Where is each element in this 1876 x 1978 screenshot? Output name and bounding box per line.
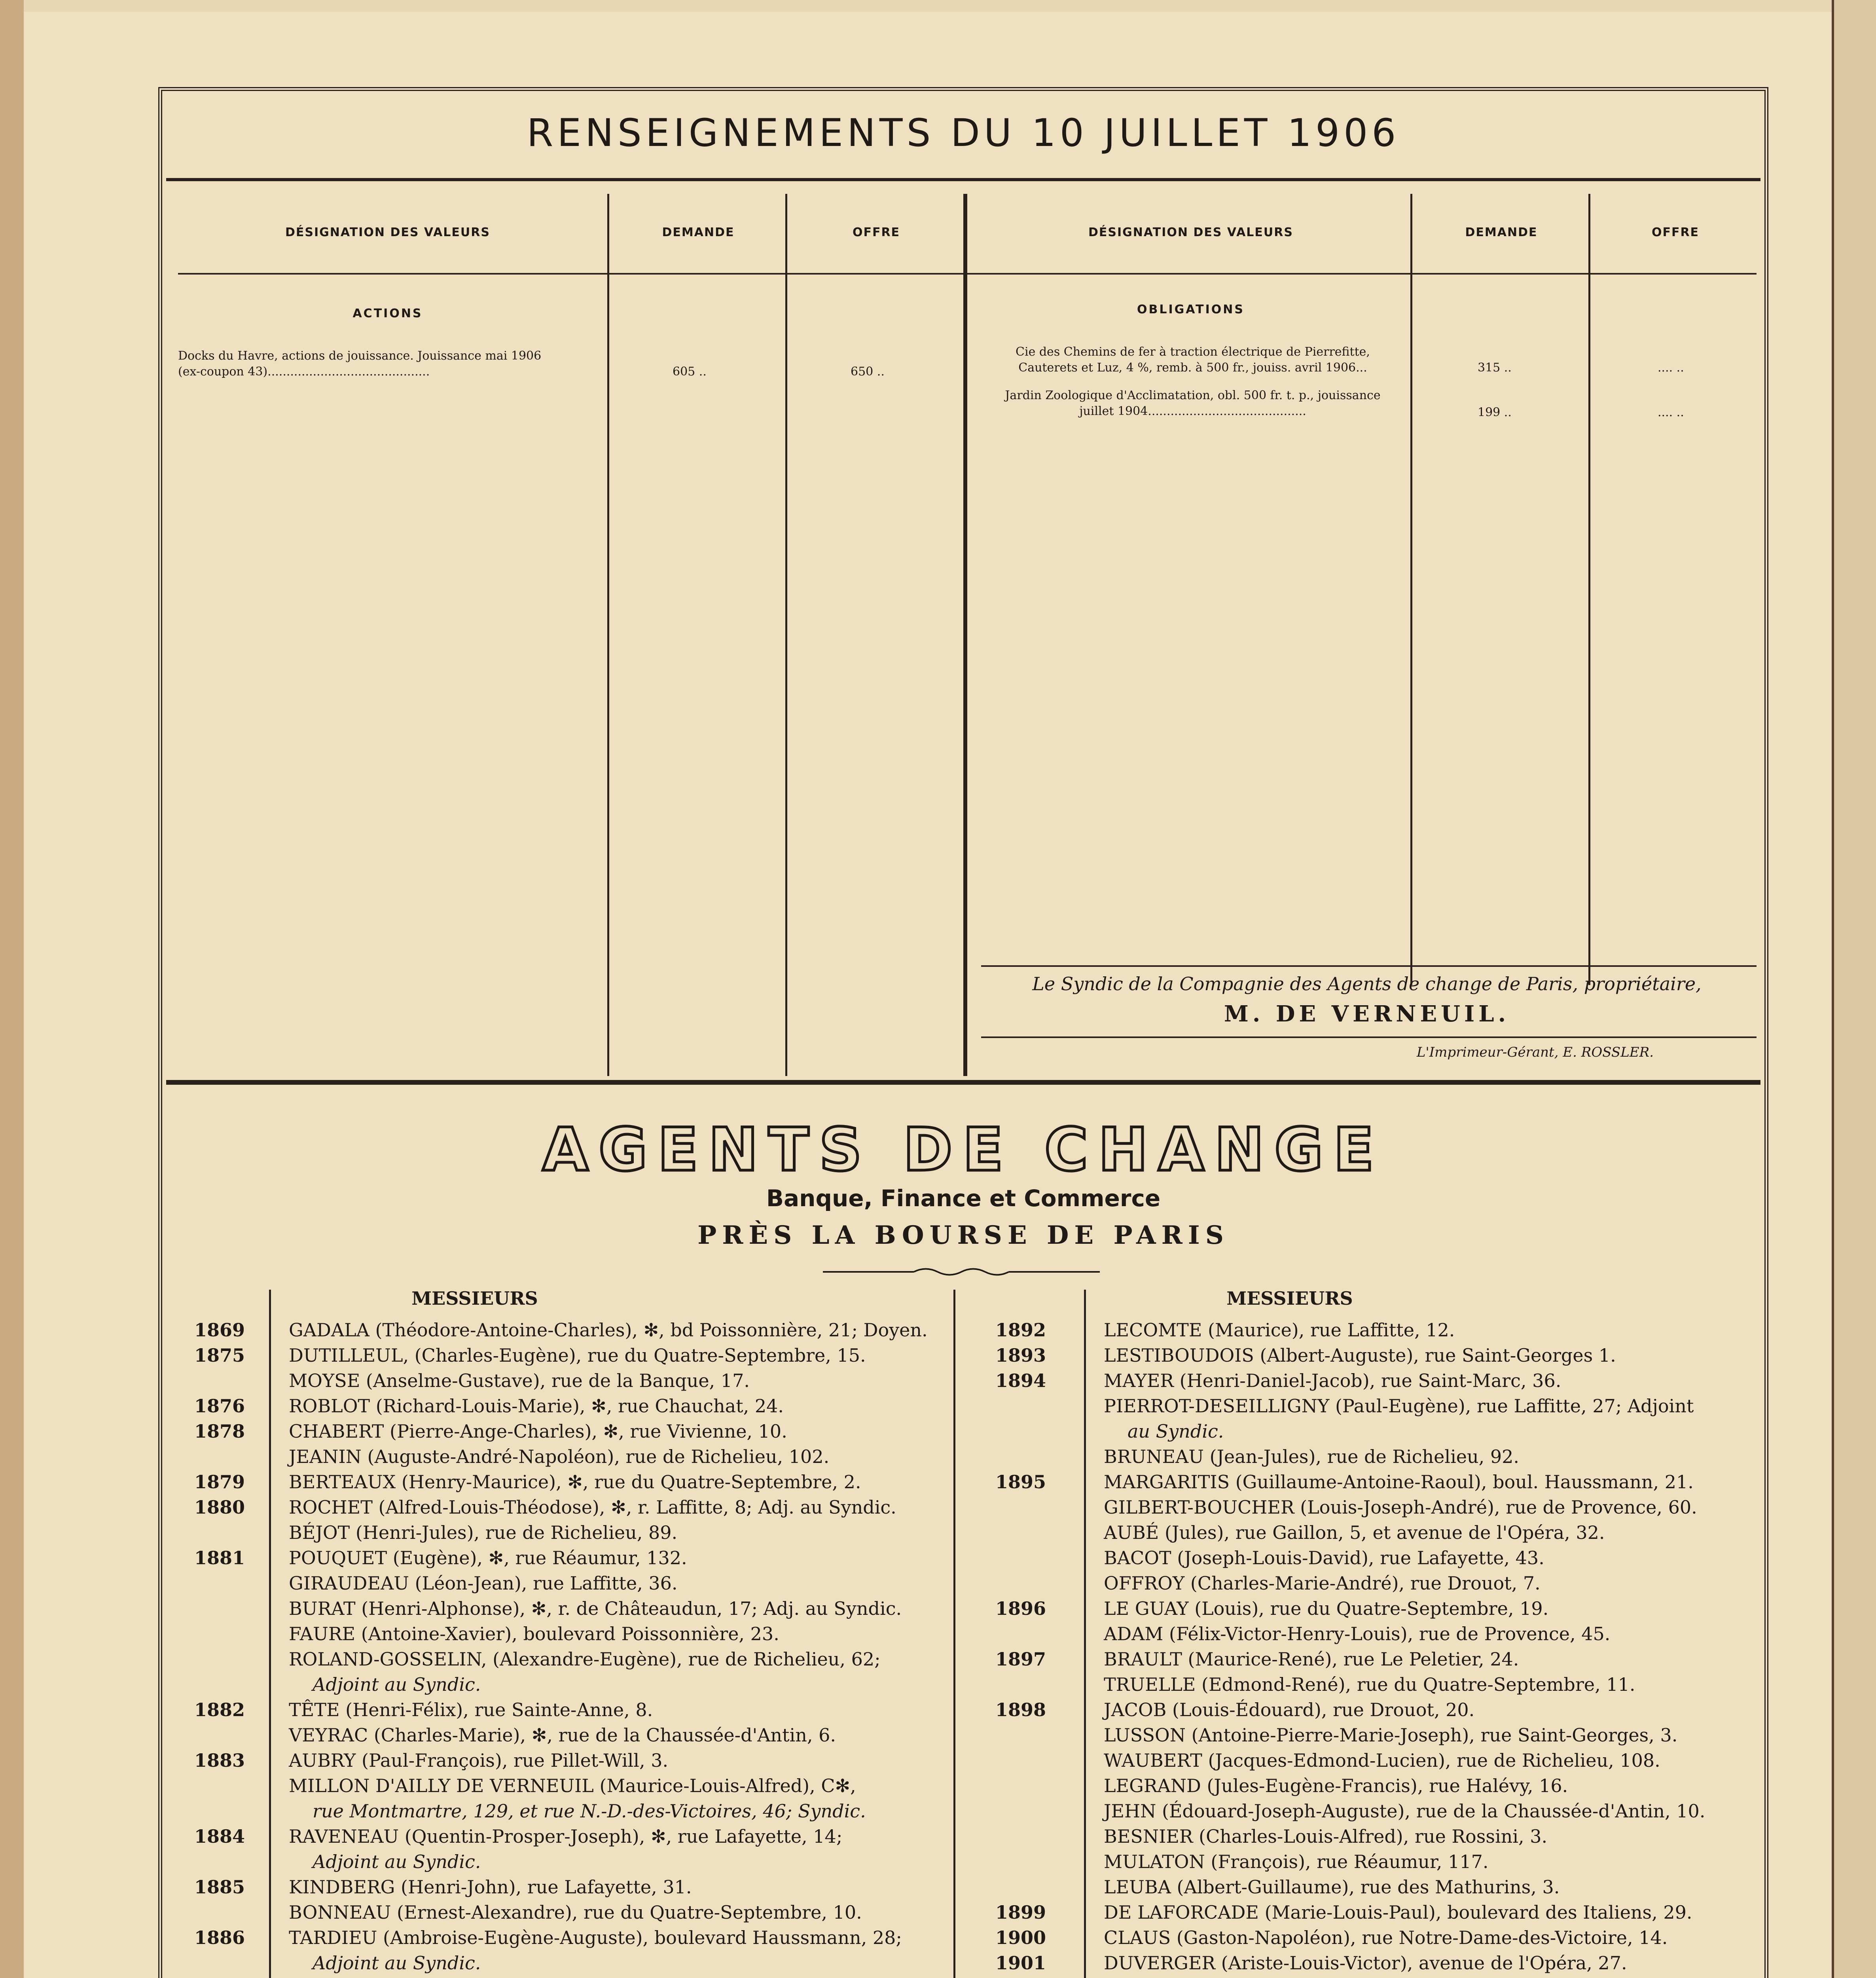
list-item-year: 1885 <box>194 1876 245 1898</box>
list-item-year: 1892 <box>995 1319 1046 1341</box>
list-item-year: 1884 <box>194 1826 245 1847</box>
list-item-year: 1897 <box>995 1648 1046 1670</box>
title-rule <box>166 178 1760 181</box>
list-item-text: au Syndic. <box>1127 1421 1224 1442</box>
list-item-year: 1869 <box>194 1319 245 1341</box>
list-item-text: DUVERGER (Ariste-Louis-Victor), avenue de l'Opéra, 27. <box>1104 1952 1627 1974</box>
list-item-text: ROBLOT (Richard-Louis-Marie), ✻, rue Chauchat, 24. <box>289 1395 784 1417</box>
section-rule <box>166 1080 1760 1085</box>
list-item-year: 1876 <box>194 1395 245 1417</box>
list-item-text: LEUBA (Albert-Guillaume), rue des Mathurins, 3. <box>1104 1876 1560 1898</box>
list-divider <box>269 1290 271 1978</box>
list-item-text: BRUNEAU (Jean-Jules), rue de Richelieu, 92. <box>1104 1446 1520 1467</box>
syndic-rule <box>981 965 1757 967</box>
list-item-text: JEHN (Édouard-Joseph-Auguste), rue de la Chaussée-d'Antin, 10. <box>1104 1800 1705 1822</box>
list-item-text: ROLAND-GOSSELIN, (Alexandre-Eugène), rue de Richelieu, 62; <box>289 1648 881 1670</box>
list-item-text: LECOMTE (Maurice), rue Laffitte, 12. <box>1104 1319 1455 1341</box>
list-item-text: BONNEAU (Ernest-Alexandre), rue du Quatre-Septembre, 10. <box>289 1902 862 1923</box>
list-item-text: Adjoint au Syndic. <box>313 1674 481 1695</box>
imprimeur-line: L'Imprimeur-Gérant, E. ROSSLER. <box>1416 1044 1654 1060</box>
col-offre-left: OFFRE <box>852 225 900 239</box>
list-item-text: DE LAFORCADE (Marie-Louis-Paul), boulevard des Italiens, 29. <box>1104 1902 1692 1923</box>
list-item-year: 1875 <box>194 1345 245 1366</box>
row-designation-line1: Docks du Havre, actions de jouissance. Jouissance mai 1906 <box>178 349 542 363</box>
row-designation-line2: juillet 1904.......................................... <box>1079 404 1306 418</box>
agents-subtitle-bourse: PRÈS LA BOURSE DE PARIS <box>697 1220 1229 1250</box>
syndic-name: M. DE VERNEUIL. <box>1224 1001 1510 1027</box>
column-divider <box>963 194 967 1076</box>
ornament-divider <box>823 1266 1100 1278</box>
list-item-text: MOYSE (Anselme-Gustave), rue de la Banque, 17. <box>289 1370 750 1391</box>
list-item-text: GILBERT-BOUCHER (Louis-Joseph-André), rue de Provence, 60. <box>1104 1497 1697 1518</box>
row-demande: 315 .. <box>1478 361 1512 375</box>
table-row <box>977 388 1408 419</box>
list-item-text: BURAT (Henri-Alphonse), ✻, r. de Châteaudun, 17; Adj. au Syndic. <box>289 1598 902 1619</box>
list-item-text: BESNIER (Charles-Louis-Alfred), rue Rossini, 3. <box>1104 1826 1548 1847</box>
list-item-text: KINDBERG (Henri-John), rue Lafayette, 31. <box>289 1876 692 1898</box>
list-item-year: 1893 <box>995 1345 1046 1366</box>
list-item-year: 1899 <box>995 1902 1046 1923</box>
list-item-year: 1900 <box>995 1927 1046 1948</box>
list-item-text: TARDIEU (Ambroise-Eugène-Auguste), boulevard Haussmann, 28; <box>289 1927 902 1948</box>
list-item-year: 1878 <box>194 1421 245 1442</box>
col-offre-right: OFFRE <box>1651 225 1700 239</box>
list-item-year: 1883 <box>194 1750 245 1771</box>
col-designation-left: DÉSIGNATION DES VALEURS <box>285 225 490 239</box>
row-demande: 605 .. <box>673 365 707 379</box>
row-designation-line2: (ex-coupon 43)........................................... <box>178 365 430 379</box>
list-item-text: BRAULT (Maurice-René), rue Le Peletier, 24. <box>1104 1648 1519 1670</box>
list-item-text: MULATON (François), rue Réaumur, 117. <box>1104 1851 1489 1872</box>
col-designation-right: DÉSIGNATION DES VALEURS <box>1088 225 1293 239</box>
col-demande-right: DEMANDE <box>1465 225 1538 239</box>
header-rule <box>178 273 1757 275</box>
list-item-text: MILLON D'AILLY DE VERNEUIL (Maurice-Louis-Alfred), C✻, <box>289 1775 856 1796</box>
row-offre: .... .. <box>1658 361 1684 375</box>
list-item-year: 1882 <box>194 1699 245 1720</box>
list-item-year: 1886 <box>194 1927 245 1948</box>
page-title: RENSEIGNEMENTS DU 10 JUILLET 1906 <box>527 111 1400 155</box>
list-item-text: rue Montmartre, 129, et rue N.-D.-des-Victoires, 46; Syndic. <box>313 1800 866 1822</box>
list-item-text: BÉJOT (Henri-Jules), rue de Richelieu, 89. <box>289 1522 678 1543</box>
list-item-text: LE GUAY (Louis), rue du Quatre-Septembre, 19. <box>1104 1598 1549 1619</box>
syndic-rule <box>981 1036 1757 1038</box>
row-offre: .... .. <box>1658 405 1684 419</box>
column-divider <box>1588 194 1590 985</box>
list-item-text: CHABERT (Pierre-Ange-Charles), ✻, rue Vivienne, 10. <box>289 1421 787 1442</box>
list-item-text: OFFROY (Charles-Marie-André), rue Drouot, 7. <box>1104 1573 1541 1594</box>
list-item-text: FAURE (Antoine-Xavier), boulevard Poissonnière, 23. <box>289 1623 779 1645</box>
col-demande-left: DEMANDE <box>662 225 735 239</box>
list-item-text: AUBRY (Paul-François), rue Pillet-Will, 3. <box>289 1750 669 1771</box>
list-item-text: TÊTE (Henri-Félix), rue Sainte-Anne, 8. <box>289 1699 653 1720</box>
row-demande: 199 .. <box>1478 405 1512 419</box>
list-item-text: WAUBERT (Jacques-Edmond-Lucien), rue de Richelieu, 108. <box>1104 1750 1660 1771</box>
list-item-text: Adjoint au Syndic. <box>313 1851 481 1872</box>
list-item-year: 1881 <box>194 1547 245 1569</box>
section-obligations: OBLIGATIONS <box>1137 303 1245 316</box>
row-designation-line1: Jardin Zoologique d'Acclimatation, obl. 500 fr. t. p., jouissance <box>1005 388 1381 402</box>
list-item-text: DUTILLEUL, (Charles-Eugène), rue du Quatre-Septembre, 15. <box>289 1345 866 1366</box>
list-item-text: ROCHET (Alfred-Louis-Théodose), ✻, r. Laffitte, 8; Adj. au Syndic. <box>289 1497 896 1518</box>
list-item-text: CLAUS (Gaston-Napoléon), rue Notre-Dame-des-Victoire, 14. <box>1104 1927 1668 1948</box>
list-item-year: 1896 <box>995 1598 1046 1619</box>
row-designation-line2: Cauterets et Luz, 4 %, remb. à 500 fr., jouiss. avril 1906... <box>1018 361 1367 375</box>
list-item-text: LESTIBOUDOIS (Albert-Auguste), rue Saint-Georges 1. <box>1104 1345 1616 1366</box>
list-item-year: 1895 <box>995 1471 1046 1493</box>
list-divider <box>1084 1290 1086 1978</box>
list-item-year: 1901 <box>995 1952 1046 1974</box>
list-item-text: MAYER (Henri-Daniel-Jacob), rue Saint-Marc, 36. <box>1104 1370 1561 1391</box>
messieurs-heading-left: MESSIEURS <box>411 1288 538 1309</box>
list-item-year: 1880 <box>194 1497 245 1518</box>
list-item-year: 1898 <box>995 1699 1046 1720</box>
agents-subtitle: Banque, Finance et Commerce <box>766 1185 1161 1212</box>
list-item-text: BERTEAUX (Henry-Maurice), ✻, rue du Quatre-Septembre, 2. <box>289 1471 861 1493</box>
list-item-text: GIRAUDEAU (Léon-Jean), rue Laffitte, 36. <box>289 1573 678 1594</box>
list-item-text: VEYRAC (Charles-Marie), ✻, rue de la Chaussée-d'Antin, 6. <box>289 1724 836 1746</box>
list-item-text: RAVENEAU (Quentin-Prosper-Joseph), ✻, rue Lafayette, 14; <box>289 1826 843 1847</box>
row-offre: 650 .. <box>851 365 885 379</box>
book-spine <box>0 0 24 1978</box>
list-item-text: AUBÉ (Jules), rue Gaillon, 5, et avenue de l'Opéra, 32. <box>1104 1522 1605 1543</box>
list-item-text: ADAM (Félix-Victor-Henry-Louis), rue de Provence, 45. <box>1104 1623 1611 1645</box>
list-item-text: JACOB (Louis-Édouard), rue Drouot, 20. <box>1104 1699 1475 1720</box>
agents-title: AGENTS DE CHANGE <box>542 1116 1384 1184</box>
list-item-text: Adjoint au Syndic. <box>313 1952 481 1974</box>
list-item-text: POUQUET (Eugène), ✻, rue Réaumur, 132. <box>289 1547 687 1569</box>
table-row <box>977 344 1408 376</box>
list-item-text: JEANIN (Auguste-André-Napoléon), rue de Richelieu, 102. <box>289 1446 830 1467</box>
list-item-text: MARGARITIS (Guillaume-Antoine-Raoul), boul. Haussmann, 21. <box>1104 1471 1694 1493</box>
list-item-text: GADALA (Théodore-Antoine-Charles), ✻, bd Poissonnière, 21; Doyen. <box>289 1319 928 1341</box>
row-designation-line1: Cie des Chemins de fer à traction électrique de Pierrefitte, <box>1016 345 1370 359</box>
list-item-text: PIERROT-DESEILLIGNY (Paul-Eugène), rue Laffitte, 27; Adjoint <box>1104 1395 1694 1417</box>
list-divider <box>953 1290 955 1978</box>
list-item-text: LUSSON (Antoine-Pierre-Marie-Joseph), rue Saint-Georges, 3. <box>1104 1724 1678 1746</box>
list-item-text: LEGRAND (Jules-Eugène-Francis), rue Halévy, 16. <box>1104 1775 1568 1796</box>
adjacent-page-edge <box>1832 0 1876 1978</box>
messieurs-heading-right: MESSIEURS <box>1226 1288 1353 1309</box>
section-actions: ACTIONS <box>352 307 423 320</box>
list-item-text: BACOT (Joseph-Louis-David), rue Lafayette, 43. <box>1104 1547 1544 1569</box>
list-item-year: 1879 <box>194 1471 245 1493</box>
column-divider <box>785 194 787 1076</box>
list-item-year: 1894 <box>995 1370 1046 1391</box>
table-row <box>178 348 605 380</box>
column-divider <box>607 194 609 1076</box>
list-item-text: TRUELLE (Edmond-René), rue du Quatre-Septembre, 11. <box>1104 1674 1635 1695</box>
syndic-line: Le Syndic de la Compagnie des Agents de change de Paris, propriétaire, <box>1032 973 1702 995</box>
